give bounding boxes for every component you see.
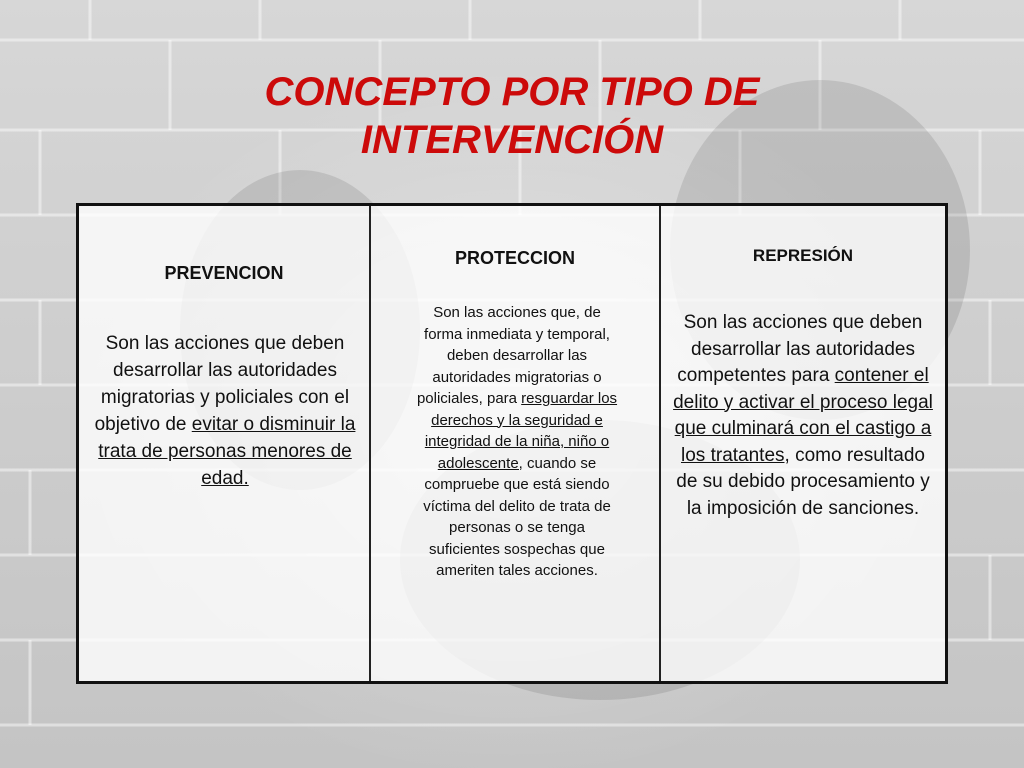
column-heading-prevencion: PREVENCION	[164, 263, 284, 283]
body-text: Son las acciones que, de forma inmediata y temporal, deben desarrollar las autoridades migratorias o policiales, para	[416, 304, 610, 407]
column-heading-represion: REPRESIÓN	[752, 246, 854, 265]
intervention-table	[76, 203, 948, 684]
body-text: Son las acciones que deben desarrollar las autoridades competentes para	[677, 312, 923, 386]
body-text: cuando se compruebe que está siendo víctima del delito de trata de personas o se tenga suficientes sospechas que ameriten tales acciones.	[423, 454, 611, 579]
slide-title-line-2: INTERVENCIÓN	[360, 118, 664, 162]
column-body-prevencion	[93, 330, 357, 492]
column-body-represion	[669, 310, 937, 522]
body-text: como resultado de su debido procesamiento y la imposición de sanciones.	[676, 444, 930, 519]
column-heading-proteccion: PROTECCION	[454, 248, 575, 268]
column-body-proteccion	[415, 302, 619, 582]
body-text-underlined: resguardar los derechos y la seguridad e integridad de la niña, niño o adolescente,	[424, 390, 618, 472]
column-represion	[659, 206, 945, 681]
body-text: Son las acciones que deben desarrollar las autoridades migratorias y policiales con el objetivo de	[94, 333, 350, 435]
column-prevencion	[79, 206, 369, 681]
body-text-underlined: contener el delito y activar el proceso legal que culminará con el castigo a los tratantes,	[673, 365, 933, 466]
slide-title	[0, 68, 1024, 164]
body-text-underlined: evitar o disminuir la trata de personas menores de edad.	[98, 414, 356, 489]
slide-title-line-1: CONCEPTO POR TIPO DE	[264, 70, 760, 114]
column-proteccion	[369, 206, 659, 681]
